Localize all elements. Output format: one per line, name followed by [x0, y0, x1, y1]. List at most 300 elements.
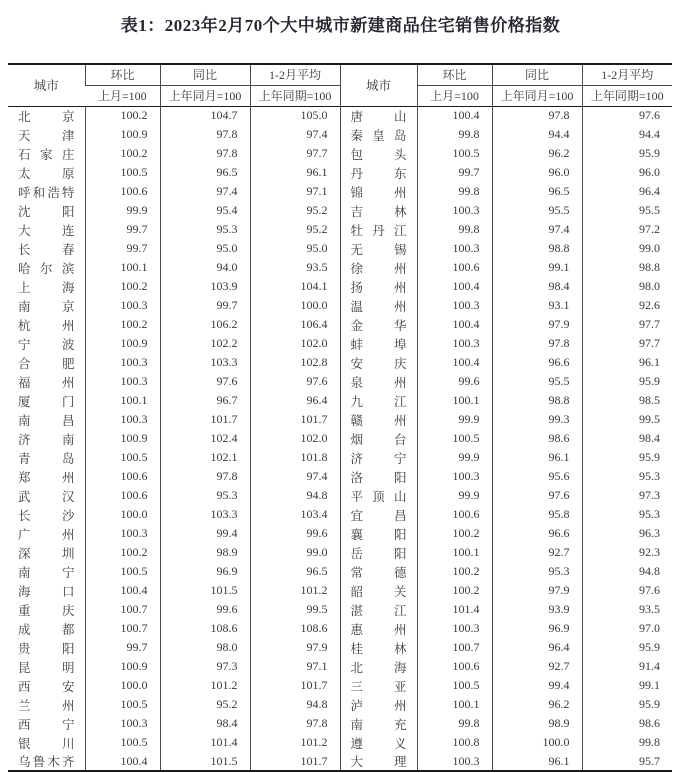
header-avg-base-left: 上年同期=100 [250, 85, 340, 106]
avg-value-cell: 95.0 [250, 239, 340, 258]
table-row [8, 467, 672, 486]
city-cell: 锦州 [340, 182, 417, 201]
table-row [8, 733, 672, 752]
mom-value-cell: 100.2 [417, 562, 492, 581]
avg-value-cell: 99.0 [250, 543, 340, 562]
avg-value-cell: 97.9 [250, 638, 340, 657]
city-cell: 洛阳 [340, 467, 417, 486]
mom-value-cell: 100.3 [417, 296, 492, 315]
avg-value-cell: 95.9 [582, 638, 672, 657]
city-cell: 杭州 [18, 318, 75, 333]
avg-value-cell: 94.8 [582, 562, 672, 581]
mom-value-cell: 100.3 [85, 714, 160, 733]
city-cell: 福州 [18, 375, 75, 390]
header-city-left: 城市 [8, 64, 85, 106]
city-cell: 泸州 [340, 695, 417, 714]
table-row [8, 315, 672, 334]
yoy-value-cell: 95.3 [160, 486, 250, 505]
header-mom-base-left: 上月=100 [85, 85, 160, 106]
mom-value-cell: 100.5 [85, 733, 160, 752]
avg-value-cell: 94.8 [250, 486, 340, 505]
yoy-value-cell: 97.4 [160, 182, 250, 201]
mom-value-cell: 100.3 [417, 467, 492, 486]
mom-value-cell: 100.1 [417, 695, 492, 714]
table-row [8, 695, 672, 714]
mom-value-cell: 100.8 [417, 733, 492, 752]
mom-value-cell: 99.8 [417, 125, 492, 144]
mom-value-cell: 101.4 [417, 600, 492, 619]
header-yoy-base-right: 上年同月=100 [492, 85, 582, 106]
table-row [8, 258, 672, 277]
header-avg-left: 1-2月平均 [250, 64, 340, 85]
avg-value-cell: 97.7 [250, 144, 340, 163]
yoy-value-cell: 95.3 [492, 562, 582, 581]
avg-value-cell: 101.8 [250, 448, 340, 467]
mom-value-cell: 100.1 [85, 391, 160, 410]
table-row [8, 486, 672, 505]
avg-value-cell: 95.9 [582, 372, 672, 391]
yoy-value-cell: 101.2 [160, 676, 250, 695]
header-yoy-left: 同比 [160, 64, 250, 85]
avg-value-cell: 97.4 [250, 467, 340, 486]
mom-value-cell: 100.9 [85, 125, 160, 144]
yoy-value-cell: 104.7 [160, 106, 250, 125]
yoy-value-cell: 99.4 [160, 524, 250, 543]
avg-value-cell: 95.7 [582, 752, 672, 771]
avg-value-cell: 98.0 [582, 277, 672, 296]
avg-value-cell: 104.1 [250, 277, 340, 296]
mom-value-cell: 100.5 [85, 695, 160, 714]
mom-value-cell: 100.3 [417, 619, 492, 638]
city-cell: 遵义 [340, 733, 417, 752]
table-row [8, 410, 672, 429]
city-cell: 温州 [340, 296, 417, 315]
avg-value-cell: 97.6 [582, 106, 672, 125]
city-cell: 湛江 [340, 600, 417, 619]
city-cell: 包头 [340, 144, 417, 163]
avg-value-cell: 98.5 [582, 391, 672, 410]
city-cell: 兰州 [18, 698, 75, 713]
avg-value-cell: 93.5 [582, 600, 672, 619]
mom-value-cell: 100.1 [417, 391, 492, 410]
mom-value-cell: 100.2 [417, 524, 492, 543]
yoy-value-cell: 98.4 [492, 277, 582, 296]
mom-value-cell: 100.2 [85, 144, 160, 163]
yoy-value-cell: 103.3 [160, 353, 250, 372]
avg-value-cell: 97.3 [582, 486, 672, 505]
table-row [8, 106, 672, 125]
yoy-value-cell: 95.5 [492, 201, 582, 220]
table-body [8, 106, 672, 771]
mom-value-cell: 100.3 [417, 201, 492, 220]
city-cell: 牡丹江 [340, 220, 417, 239]
table-row [8, 543, 672, 562]
mom-value-cell: 100.5 [85, 448, 160, 467]
city-cell: 惠州 [340, 619, 417, 638]
city-cell: 大连 [18, 223, 75, 238]
city-cell: 韶关 [340, 581, 417, 600]
mom-value-cell: 99.9 [417, 486, 492, 505]
mom-value-cell: 100.9 [85, 429, 160, 448]
mom-value-cell: 100.3 [85, 353, 160, 372]
city-cell: 桂林 [340, 638, 417, 657]
city-cell: 呼和浩特 [18, 185, 75, 200]
city-cell: 丹东 [340, 163, 417, 182]
avg-value-cell: 93.5 [250, 258, 340, 277]
mom-value-cell: 100.0 [85, 676, 160, 695]
header-avg-right: 1-2月平均 [582, 64, 672, 85]
yoy-value-cell: 96.6 [492, 353, 582, 372]
table-row [8, 657, 672, 676]
city-cell: 平顶山 [340, 486, 417, 505]
avg-value-cell: 97.0 [582, 619, 672, 638]
mom-value-cell: 100.5 [417, 676, 492, 695]
avg-value-cell: 96.5 [250, 562, 340, 581]
mom-value-cell: 100.6 [417, 258, 492, 277]
table-row [8, 581, 672, 600]
table-row [8, 296, 672, 315]
table-row [8, 277, 672, 296]
table-row [8, 600, 672, 619]
mom-value-cell: 100.5 [417, 144, 492, 163]
city-cell: 西宁 [18, 717, 75, 732]
avg-value-cell: 95.2 [250, 220, 340, 239]
mom-value-cell: 99.7 [85, 638, 160, 657]
avg-value-cell: 97.1 [250, 182, 340, 201]
yoy-value-cell: 96.0 [492, 163, 582, 182]
city-cell: 九江 [340, 391, 417, 410]
yoy-value-cell: 95.2 [160, 695, 250, 714]
yoy-value-cell: 98.6 [492, 429, 582, 448]
avg-value-cell: 105.0 [250, 106, 340, 125]
yoy-value-cell: 103.9 [160, 277, 250, 296]
yoy-value-cell: 92.7 [492, 543, 582, 562]
table-row [8, 220, 672, 239]
yoy-value-cell: 96.1 [492, 752, 582, 771]
avg-value-cell: 92.6 [582, 296, 672, 315]
mom-value-cell: 99.8 [417, 714, 492, 733]
avg-value-cell: 95.3 [582, 467, 672, 486]
avg-value-cell: 99.8 [582, 733, 672, 752]
avg-value-cell: 96.1 [582, 353, 672, 372]
city-cell: 泉州 [340, 372, 417, 391]
mom-value-cell: 99.8 [417, 182, 492, 201]
avg-value-cell: 101.7 [250, 752, 340, 771]
city-cell: 三亚 [340, 676, 417, 695]
header-row-1 [8, 64, 672, 85]
mom-value-cell: 100.5 [417, 429, 492, 448]
avg-value-cell: 99.5 [250, 600, 340, 619]
mom-value-cell: 100.7 [85, 600, 160, 619]
city-cell: 安庆 [340, 353, 417, 372]
yoy-value-cell: 98.8 [492, 391, 582, 410]
mom-value-cell: 100.3 [417, 752, 492, 771]
mom-value-cell: 99.9 [417, 410, 492, 429]
city-cell: 金华 [340, 315, 417, 334]
yoy-value-cell: 99.4 [492, 676, 582, 695]
avg-value-cell: 98.6 [582, 714, 672, 733]
yoy-value-cell: 100.0 [492, 733, 582, 752]
avg-value-cell: 96.4 [250, 391, 340, 410]
avg-value-cell: 95.3 [582, 505, 672, 524]
avg-value-cell: 96.0 [582, 163, 672, 182]
mom-value-cell: 100.4 [417, 315, 492, 334]
city-cell: 唐山 [340, 106, 417, 125]
yoy-value-cell: 102.2 [160, 334, 250, 353]
city-cell: 秦皇岛 [340, 125, 417, 144]
city-cell: 西安 [18, 679, 75, 694]
yoy-value-cell: 99.3 [492, 410, 582, 429]
yoy-value-cell: 97.8 [492, 106, 582, 125]
city-cell: 吉林 [340, 201, 417, 220]
city-cell: 长春 [18, 242, 75, 257]
avg-value-cell: 99.0 [582, 239, 672, 258]
city-cell: 太原 [18, 166, 75, 181]
yoy-value-cell: 96.5 [160, 163, 250, 182]
yoy-value-cell: 97.8 [160, 125, 250, 144]
header-mom-left: 环比 [85, 64, 160, 85]
city-cell: 郑州 [18, 470, 75, 485]
yoy-value-cell: 97.6 [160, 372, 250, 391]
yoy-value-cell: 106.2 [160, 315, 250, 334]
mom-value-cell: 100.6 [85, 486, 160, 505]
city-cell: 常德 [340, 562, 417, 581]
city-cell: 合肥 [18, 356, 75, 371]
table-row [8, 125, 672, 144]
table-row [8, 524, 672, 543]
mom-value-cell: 100.6 [85, 182, 160, 201]
avg-value-cell: 99.5 [582, 410, 672, 429]
mom-value-cell: 99.9 [85, 201, 160, 220]
avg-value-cell: 106.4 [250, 315, 340, 334]
table-row [8, 201, 672, 220]
header-yoy-base-left: 上年同月=100 [160, 85, 250, 106]
avg-value-cell: 99.1 [582, 676, 672, 695]
yoy-value-cell: 95.0 [160, 239, 250, 258]
header-avg-base-right: 上年同期=100 [582, 85, 672, 106]
header-yoy-right: 同比 [492, 64, 582, 85]
city-cell: 深圳 [18, 546, 75, 561]
table-row [8, 714, 672, 733]
yoy-value-cell: 97.8 [160, 144, 250, 163]
yoy-value-cell: 95.4 [160, 201, 250, 220]
yoy-value-cell: 101.7 [160, 410, 250, 429]
city-cell: 哈尔滨 [18, 261, 75, 276]
avg-value-cell: 101.7 [250, 676, 340, 695]
yoy-value-cell: 97.8 [492, 334, 582, 353]
avg-value-cell: 102.8 [250, 353, 340, 372]
city-cell: 襄阳 [340, 524, 417, 543]
city-cell: 成都 [18, 622, 75, 637]
yoy-value-cell: 99.1 [492, 258, 582, 277]
yoy-value-cell: 96.9 [160, 562, 250, 581]
yoy-value-cell: 96.2 [492, 144, 582, 163]
avg-value-cell: 96.4 [582, 182, 672, 201]
yoy-value-cell: 96.2 [492, 695, 582, 714]
yoy-value-cell: 95.6 [492, 467, 582, 486]
avg-value-cell: 97.1 [250, 657, 340, 676]
yoy-value-cell: 96.1 [492, 448, 582, 467]
avg-value-cell: 92.3 [582, 543, 672, 562]
mom-value-cell: 100.7 [85, 619, 160, 638]
city-cell: 北京 [18, 109, 75, 124]
table-row [8, 429, 672, 448]
city-cell: 无锡 [340, 239, 417, 258]
table-row [8, 505, 672, 524]
avg-value-cell: 97.7 [582, 315, 672, 334]
table-row [8, 638, 672, 657]
yoy-value-cell: 96.7 [160, 391, 250, 410]
city-cell: 大理 [340, 752, 417, 771]
city-cell: 南充 [340, 714, 417, 733]
yoy-value-cell: 97.9 [492, 581, 582, 600]
mom-value-cell: 100.4 [417, 277, 492, 296]
table-title: 表1：2023年2月70个大中城市新建商品住宅销售价格指数 [120, 16, 561, 35]
yoy-value-cell: 98.8 [492, 239, 582, 258]
mom-value-cell: 99.7 [85, 239, 160, 258]
yoy-value-cell: 96.9 [492, 619, 582, 638]
avg-value-cell: 108.6 [250, 619, 340, 638]
avg-value-cell: 95.9 [582, 144, 672, 163]
mom-value-cell: 99.9 [417, 448, 492, 467]
yoy-value-cell: 103.3 [160, 505, 250, 524]
table-row [8, 334, 672, 353]
avg-value-cell: 102.0 [250, 334, 340, 353]
yoy-value-cell: 97.6 [492, 486, 582, 505]
avg-value-cell: 101.7 [250, 410, 340, 429]
yoy-value-cell: 108.6 [160, 619, 250, 638]
mom-value-cell: 100.6 [85, 467, 160, 486]
mom-value-cell: 100.2 [85, 315, 160, 334]
mom-value-cell: 100.4 [85, 752, 160, 771]
city-cell: 天津 [18, 128, 75, 143]
city-cell: 海口 [18, 584, 75, 599]
city-cell: 沈阳 [18, 204, 75, 219]
yoy-value-cell: 98.4 [160, 714, 250, 733]
yoy-value-cell: 98.0 [160, 638, 250, 657]
mom-value-cell: 100.2 [85, 106, 160, 125]
city-cell: 南京 [18, 299, 75, 314]
mom-value-cell: 100.2 [417, 581, 492, 600]
mom-value-cell: 99.7 [85, 220, 160, 239]
avg-value-cell: 97.4 [250, 125, 340, 144]
city-cell: 昆明 [18, 660, 75, 675]
yoy-value-cell: 96.4 [492, 638, 582, 657]
mom-value-cell: 100.3 [417, 239, 492, 258]
city-cell: 烟台 [340, 429, 417, 448]
yoy-value-cell: 94.4 [492, 125, 582, 144]
table-row [8, 619, 672, 638]
yoy-value-cell: 95.3 [160, 220, 250, 239]
city-cell: 赣州 [340, 410, 417, 429]
avg-value-cell: 94.8 [250, 695, 340, 714]
avg-value-cell: 91.4 [582, 657, 672, 676]
mom-value-cell: 100.9 [85, 657, 160, 676]
yoy-value-cell: 93.1 [492, 296, 582, 315]
mom-value-cell: 100.7 [417, 638, 492, 657]
city-cell: 乌鲁木齐 [18, 755, 75, 769]
avg-value-cell: 97.8 [250, 714, 340, 733]
table-row [8, 182, 672, 201]
avg-value-cell: 98.8 [582, 258, 672, 277]
avg-value-cell: 97.6 [582, 581, 672, 600]
yoy-value-cell: 101.5 [160, 752, 250, 771]
avg-value-cell: 97.7 [582, 334, 672, 353]
city-cell: 蚌埠 [340, 334, 417, 353]
mom-value-cell: 100.0 [85, 505, 160, 524]
city-cell: 上海 [18, 280, 75, 295]
header-city-right: 城市 [340, 64, 417, 106]
city-cell: 济宁 [340, 448, 417, 467]
mom-value-cell: 100.3 [417, 334, 492, 353]
yoy-value-cell: 97.4 [492, 220, 582, 239]
city-cell: 南昌 [18, 413, 75, 428]
mom-value-cell: 99.6 [417, 372, 492, 391]
avg-value-cell: 95.9 [582, 448, 672, 467]
mom-value-cell: 100.3 [85, 296, 160, 315]
header-mom-right: 环比 [417, 64, 492, 85]
yoy-value-cell: 101.5 [160, 581, 250, 600]
yoy-value-cell: 98.9 [492, 714, 582, 733]
mom-value-cell: 100.3 [85, 524, 160, 543]
city-cell: 厦门 [18, 394, 75, 409]
table-header [8, 64, 672, 106]
avg-value-cell: 95.5 [582, 201, 672, 220]
avg-value-cell: 100.0 [250, 296, 340, 315]
mom-value-cell: 100.3 [85, 410, 160, 429]
city-cell: 宜昌 [340, 505, 417, 524]
yoy-value-cell: 95.5 [492, 372, 582, 391]
city-cell: 岳阳 [340, 543, 417, 562]
city-cell: 广州 [18, 527, 75, 542]
mom-value-cell: 100.4 [417, 353, 492, 372]
mom-value-cell: 99.8 [417, 220, 492, 239]
table-row [8, 353, 672, 372]
avg-value-cell: 96.1 [250, 163, 340, 182]
yoy-value-cell: 99.6 [160, 600, 250, 619]
table-row [8, 752, 672, 771]
city-cell: 武汉 [18, 489, 75, 504]
table-row [8, 239, 672, 258]
mom-value-cell: 100.2 [85, 277, 160, 296]
mom-value-cell: 100.1 [85, 258, 160, 277]
mom-value-cell: 100.5 [85, 163, 160, 182]
table-row [8, 562, 672, 581]
yoy-value-cell: 98.9 [160, 543, 250, 562]
mom-value-cell: 100.4 [417, 106, 492, 125]
yoy-value-cell: 94.0 [160, 258, 250, 277]
city-cell: 贵阳 [18, 641, 75, 656]
table-row [8, 676, 672, 695]
city-cell: 青岛 [18, 451, 75, 466]
city-cell: 长沙 [18, 508, 75, 523]
avg-value-cell: 97.2 [582, 220, 672, 239]
yoy-value-cell: 102.1 [160, 448, 250, 467]
avg-value-cell: 99.6 [250, 524, 340, 543]
mom-value-cell: 99.7 [417, 163, 492, 182]
header-mom-base-right: 上月=100 [417, 85, 492, 106]
table-row [8, 448, 672, 467]
yoy-value-cell: 97.8 [160, 467, 250, 486]
price-index-table [8, 63, 672, 772]
yoy-value-cell: 97.9 [492, 315, 582, 334]
mom-value-cell: 100.4 [85, 581, 160, 600]
avg-value-cell: 102.0 [250, 429, 340, 448]
city-cell: 扬州 [340, 277, 417, 296]
table-row [8, 163, 672, 182]
city-cell: 南宁 [18, 565, 75, 580]
city-cell: 宁波 [18, 337, 75, 352]
